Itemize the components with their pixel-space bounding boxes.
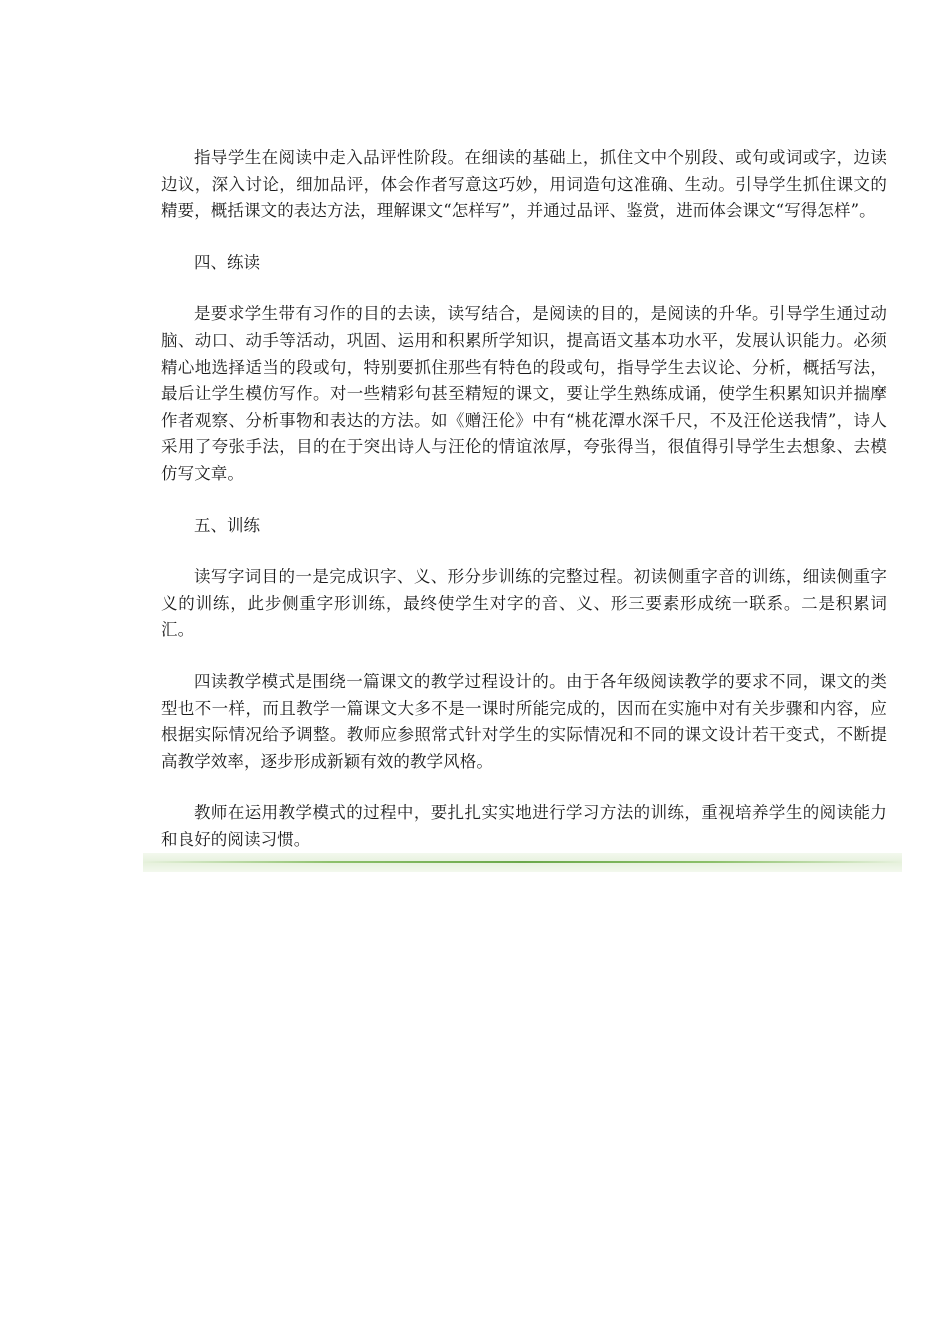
paragraph-teaching-model: 四读教学模式是围绕一篇课文的教学过程设计的。由于各年级阅读教学的要求不同，课文的类型也不一样，而且教学一篇课文大多不是一课时所能完成的，因而在实施中对有关步骤和内容，应根据实际情况给予调整。教师应参照常式针对学生的实际情况和不同的课文设计若干变式，不断提高教学效率，逐步形成新颖有效的教学风格。 bbox=[161, 671, 887, 771]
paragraph-teacher-guidance: 教师在运用教学模式的过程中，要扎扎实实地进行学习方法的训练，重视培养学生的阅读能力和良好的阅读习惯。 bbox=[161, 803, 887, 849]
footer-divider-line bbox=[143, 861, 902, 863]
footer-divider-band bbox=[143, 853, 902, 872]
paragraph-appreciation: 指导学生在阅读中走入品评性阶段。在细读的基础上，抓住文中个别段、或句或词或字，边读边议，深入讨论，细加品评，体会作者写意这巧妙，用词造句这准确、生动。引导学生抓住课文的精要，概括课文的表达方法，理解课文“怎样写”，并通过品评、鉴赏，进而体会课文“写得怎样”。 bbox=[161, 148, 887, 221]
document-body bbox=[161, 145, 887, 878]
paragraph-practice-reading: 是要求学生带有习作的目的去读，读写结合，是阅读的目的，是阅读的升华。引导学生通过动脑、动口、动手等活动，巩固、运用和积累所学知识，提高语文基本功水平，发展认识能力。必须精心地选择适当的段或句，特别要抓住那些有特色的段或句，指导学生去议论、分析，概括写法，最后让学生模仿写作。对一些精彩句甚至精短的课文，要让学生熟练成诵，使学生积累知识并揣摩作者观察、分析事物和表达的方法。如《赠汪伦》中有“桃花潭水深千尺，不及汪伦送我情”，诗人采用了夸张手法，目的在于突出诗人与汪伦的情谊浓厚，夸张得当，很值得引导学生去想象、去模仿写文章。 bbox=[161, 304, 887, 483]
section-heading-practice-reading: 四、练读 bbox=[194, 252, 260, 272]
section-heading-training: 五、训练 bbox=[194, 515, 260, 535]
paragraph-training: 读写字词目的一是完成识字、义、形分步训练的完整过程。初读侧重字音的训练，细读侧重字义的训练，此步侧重字形训练，最终使学生对字的音、义、形三要素形成统一联系。二是积累词汇。 bbox=[161, 567, 887, 640]
